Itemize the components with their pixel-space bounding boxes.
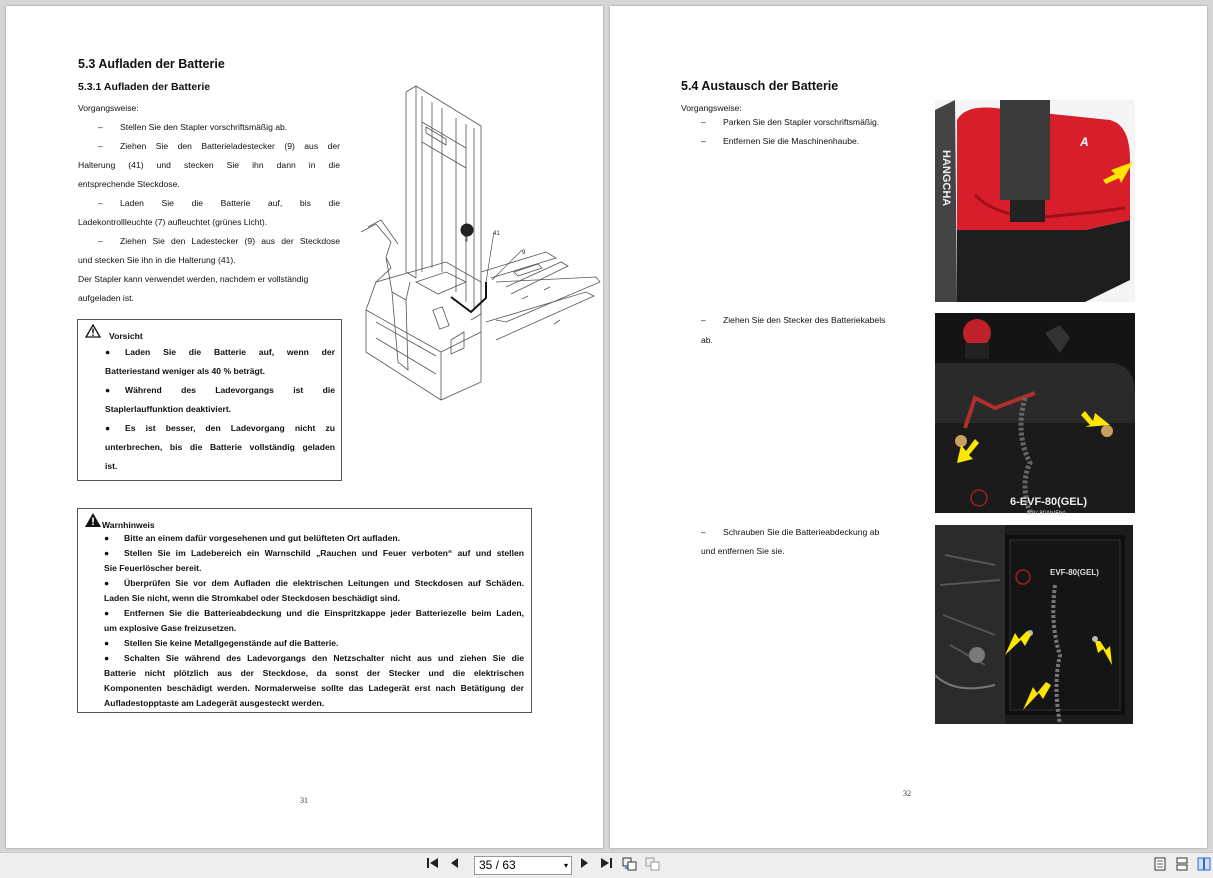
- procedure-steps: – Stellen Sie den Stapler vorschriftsmäßig ab. – Ziehen Sie den Batterieladestecker (9) aus der Halterung (41) und stecken Sie ihn dann in die entsprechende Steckdose. – Laden Sie die Batterie auf, bis die Ladekontrollleuchte (7) aufleuchtet (grünes Licht). – Ziehen Sie den Ladestecker (9) aus der Steckdose und stecken Sie ihn in die Halterung (41). Der Stapler kann verwendet werden, nachdem er vollständig aufgeladen ist.: [78, 122, 340, 303]
- last-page-button[interactable]: [599, 857, 613, 873]
- step-1: – Parken Sie den Stapler vorschriftsmäßig.: [701, 117, 880, 127]
- battery-cover-label: EVF-80(GEL): [1050, 568, 1099, 577]
- photo-machine-cover: [935, 100, 1135, 302]
- battery-label: 6-EVF-80(GEL): [1010, 496, 1088, 508]
- step-4: – Schrauben Sie die Batterieabdeckung ab: [701, 527, 880, 537]
- viewer-toolbar: [0, 852, 1213, 878]
- battery-spec: 12V 80Ah(5hr): [1027, 511, 1067, 517]
- step-3-cont: ab.: [701, 335, 713, 345]
- forward-view-icon: [645, 857, 661, 871]
- subsection-heading: 5.3.1 Aufladen der Batterie: [78, 81, 211, 93]
- photo-battery-cover: [935, 525, 1133, 724]
- page-number-value: 35 / 63: [479, 858, 516, 872]
- next-page-button[interactable]: [579, 857, 589, 873]
- page-number-field[interactable]: [474, 856, 572, 875]
- step-2: – Entfernen Sie die Maschinenhaube.: [701, 136, 860, 146]
- callout-7: 7: [464, 237, 468, 243]
- single-page-icon: [1154, 857, 1166, 871]
- back-view-icon: [622, 857, 638, 871]
- caution-box: [77, 319, 342, 481]
- previous-page-button[interactable]: [450, 857, 460, 873]
- page-dropdown-icon[interactable]: ▾: [563, 861, 568, 870]
- two-page-view-button[interactable]: [1197, 857, 1211, 875]
- warning-box: Warnhinweis ● Bitte an einem dafür vorgesehenen und gut belüfteten Ort aufladen. ● Stellen Sie im Ladebereich ein Warnschild „Rauchen und Feuer verboten“ auf und stellen Sie Feuerlöscher bereit. ● Überprüfen Sie vor dem Aufladen die elektrischen Leitungen und Steckdosen auf Schäden. Laden Sie nicht, wenn die Stromkabel oder Steckdosen beschädigt sind. ● Entfernen Sie die Batterieabdeckung und die Einspritzkappe jeder Batteriezelle beim Laden, um explosive Gase freizusetzen. ● Stellen Sie keine Metallgegenstände auf die Batterie. ● Schalten Sie während des Ladevorgangs den Netzschalter nicht aus und ziehen Sie die Batterie nicht plötzlich aus der Steckdose, da sonst der Stecker und die elektrischen Komponenten beschädigt werden. Normalerweise sollte das Ladegerät erst nach Betätigung der Aufladestopptaste am Ladegerät ausgesteckt werden.: [77, 508, 532, 713]
- next-page-icon: [579, 857, 589, 869]
- page-number: 32: [903, 789, 911, 798]
- warning-list: ● Bitte an einem dafür vorgesehenen und gut belüfteten Ort aufladen. ● Stellen Sie im Ladebereich ein Warnschild „Rauchen und Feuer verboten“ auf und stellen: [104, 533, 524, 558]
- two-page-icon: [1197, 857, 1211, 871]
- caution-title: Vorsicht: [109, 331, 143, 341]
- continuous-view-button[interactable]: [1176, 857, 1188, 875]
- callout-9: 9: [522, 250, 526, 256]
- previous-page-icon: [450, 857, 460, 869]
- last-page-icon: [599, 857, 613, 869]
- go-back-view-button[interactable]: [622, 857, 638, 875]
- page-number: 31: [300, 796, 308, 805]
- step-4-cont: und entfernen Sie sie.: [701, 546, 785, 556]
- go-forward-view-button[interactable]: [645, 857, 661, 875]
- section-heading: 5.3 Aufladen der Batterie: [78, 57, 225, 71]
- photo-battery-cable: [935, 313, 1135, 517]
- step-3: – Ziehen Sie den Stecker des Batteriekabels: [701, 315, 886, 325]
- document-page-right: [610, 6, 1207, 848]
- single-page-view-button[interactable]: [1154, 857, 1166, 875]
- stacker-diagram: [346, 82, 601, 412]
- model-label: A: [1080, 135, 1089, 149]
- caution-list: ● Laden Sie die Batterie auf, wenn der Batteriestand weniger als 40 % beträgt. ● Während des Ladevorgangs ist die Staplerlauffunktion deaktiviert. ● Es ist besser, den Ladevorgang nicht zu unterbrechen, bis die Batterie vollständig geladen ist.: [105, 347, 335, 471]
- caution-icon: [85, 324, 101, 343]
- first-page-button[interactable]: [426, 857, 440, 873]
- warning-title: Warnhinweis: [102, 520, 155, 530]
- procedure-label: Vorgangsweise:: [78, 103, 139, 113]
- procedure-label: Vorgangsweise:: [681, 103, 742, 113]
- callout-41: 41: [493, 231, 500, 237]
- document-page-left: [6, 6, 603, 848]
- continuous-page-icon: [1176, 857, 1188, 871]
- first-page-icon: [426, 857, 440, 869]
- warning-icon: [84, 512, 102, 533]
- brand-label: HANGCHA: [940, 150, 952, 207]
- section-heading: 5.4 Austausch der Batterie: [681, 79, 839, 93]
